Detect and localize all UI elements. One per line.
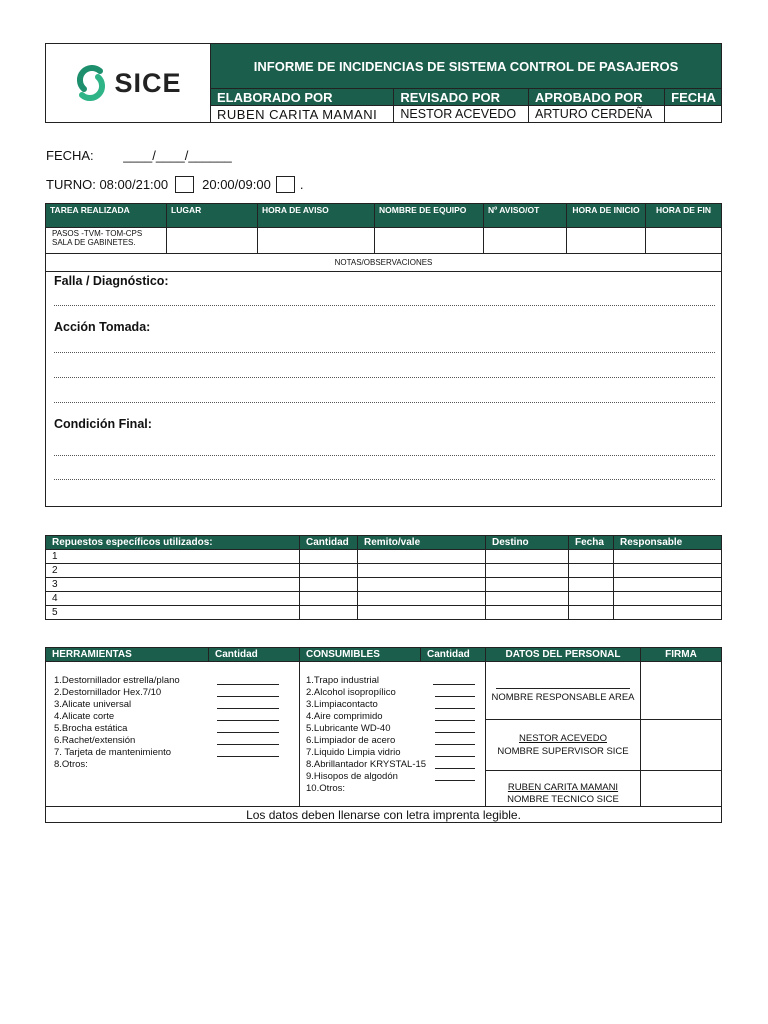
consumable-label: 6.Limpiador de acero <box>306 735 396 746</box>
condicion-line-1[interactable] <box>54 431 715 456</box>
cell[interactable] <box>358 578 486 592</box>
cell[interactable] <box>614 606 722 620</box>
firma-responsable[interactable] <box>641 662 722 720</box>
table-row <box>46 228 722 254</box>
accion-line-2[interactable] <box>54 353 715 378</box>
logo-text: SICE <box>114 67 182 98</box>
fecha-blank[interactable]: ____/____/______ <box>123 148 232 163</box>
label-elaborado: ELABORADO POR <box>211 89 394 106</box>
firma-tecnico[interactable] <box>641 771 722 807</box>
qty-blank[interactable] <box>217 723 279 733</box>
list-item <box>54 687 279 699</box>
list-item <box>54 711 279 723</box>
cell[interactable] <box>486 578 569 592</box>
cell[interactable] <box>358 550 486 564</box>
row-number[interactable]: 5 <box>46 606 300 620</box>
cell[interactable] <box>486 606 569 620</box>
notes-area[interactable] <box>46 272 722 507</box>
consumable-label: 3.Limpiacontacto <box>306 699 378 710</box>
qty-blank[interactable] <box>435 771 475 781</box>
th-cantidad-c: Cantidad <box>421 648 486 662</box>
label-aprobado: APROBADO POR <box>529 89 665 106</box>
responsable-role: NOMBRE RESPONSABLE AREA <box>491 692 635 703</box>
list-item <box>306 771 475 783</box>
list-item <box>306 723 475 735</box>
tool-label: 1.Destornillador estrella/plano <box>54 675 180 686</box>
table-row <box>46 550 722 564</box>
cell-nombre-equipo[interactable] <box>375 228 484 254</box>
herramientas-list <box>46 662 300 807</box>
qty-blank[interactable] <box>435 747 475 757</box>
accion-title: Acción Tomada: <box>54 320 151 334</box>
row-number[interactable]: 1 <box>46 550 300 564</box>
consumable-label: 9.Hisopos de algodón <box>306 771 398 782</box>
consumable-label: 2.Alcohol isopropílico <box>306 687 396 698</box>
qty-blank[interactable] <box>217 699 279 709</box>
table-row <box>46 606 722 620</box>
qty-blank[interactable] <box>435 711 475 721</box>
task-table <box>45 203 722 507</box>
cell[interactable] <box>300 592 358 606</box>
list-item <box>306 747 475 759</box>
th-fecha: Fecha <box>569 536 614 550</box>
list-item <box>54 759 279 771</box>
row-number[interactable]: 2 <box>46 564 300 578</box>
qty-blank[interactable] <box>217 687 279 697</box>
tecnico-name[interactable]: RUBEN CARITA MAMANI <box>507 782 619 793</box>
turno-2-checkbox[interactable] <box>276 176 295 193</box>
accion-line-1[interactable] <box>54 334 715 353</box>
th-firma: FIRMA <box>641 648 722 662</box>
turno-2-label: 20:00/09:00 <box>202 177 271 192</box>
consumable-label: 1.Trapo industrial <box>306 675 380 686</box>
cell[interactable] <box>569 592 614 606</box>
qty-blank[interactable] <box>433 675 475 685</box>
table-row <box>46 564 722 578</box>
row-number[interactable]: 4 <box>46 592 300 606</box>
falla-line[interactable] <box>54 288 715 306</box>
accion-line-3[interactable] <box>54 378 715 403</box>
tool-label: 2.Destornillador Hex.7/10 <box>54 687 162 698</box>
responsable-name-line[interactable] <box>496 678 630 689</box>
report-header <box>45 43 722 123</box>
value-elaborado[interactable]: RUBEN CARITA MAMANI <box>211 106 394 123</box>
th-aviso-ot: Nº AVISO/OT <box>484 204 567 228</box>
th-cantidad-h: Cantidad <box>209 648 300 662</box>
th-repuestos: Repuestos específicos utilizados: <box>46 536 300 550</box>
label-revisado: REVISADO POR <box>394 89 529 106</box>
cell-hora-aviso[interactable] <box>258 228 375 254</box>
value-revisado[interactable]: NESTOR ACEVEDO <box>394 106 529 123</box>
tool-label: 3.Alicate universal <box>54 699 132 710</box>
list-item <box>54 747 279 759</box>
consumable-label: 4.Aire comprimido <box>306 711 383 722</box>
turno-line <box>46 176 303 193</box>
qty-blank[interactable] <box>435 723 475 733</box>
th-consumibles: CONSUMIBLES <box>300 648 421 662</box>
list-item <box>54 735 279 747</box>
cell[interactable] <box>300 550 358 564</box>
cell-lugar[interactable] <box>167 228 258 254</box>
th-destino: Destino <box>486 536 569 550</box>
fecha-label: FECHA: <box>46 148 94 163</box>
qty-blank[interactable] <box>217 735 279 745</box>
th-tarea: TAREA REALIZADA <box>46 204 167 228</box>
label-fecha: FECHA <box>665 89 722 106</box>
cell[interactable] <box>569 578 614 592</box>
condicion-title: Condición Final: <box>54 417 152 431</box>
cell-hora-fin[interactable] <box>646 228 722 254</box>
row-number[interactable]: 3 <box>46 578 300 592</box>
cell[interactable] <box>614 578 722 592</box>
qty-blank[interactable] <box>435 687 475 697</box>
list-item <box>306 783 475 795</box>
report-title: INFORME DE INCIDENCIAS DE SISTEMA CONTROL DE PASAJEROS <box>211 44 722 89</box>
logo <box>46 44 211 123</box>
th-lugar: LUGAR <box>167 204 258 228</box>
cell[interactable] <box>486 550 569 564</box>
cell[interactable] <box>614 592 722 606</box>
qty-blank[interactable] <box>435 759 475 769</box>
cell-tarea[interactable]: PASOS -TVM- TOM-CPS SALA DE GABINETES. <box>46 228 167 254</box>
th-hora-inicio: HORA DE INICIO <box>567 204 646 228</box>
consumable-label: 10.Otros: <box>306 783 346 794</box>
cell-aviso-ot[interactable] <box>484 228 567 254</box>
cell[interactable] <box>300 578 358 592</box>
th-hora-aviso: HORA DE AVISO <box>258 204 375 228</box>
list-item <box>306 735 475 747</box>
qty-blank[interactable] <box>217 711 279 721</box>
th-remito: Remito/vale <box>358 536 486 550</box>
list-item <box>306 699 475 711</box>
cell[interactable] <box>614 564 722 578</box>
cell[interactable] <box>358 564 486 578</box>
cell[interactable] <box>300 564 358 578</box>
tool-label: 8.Otros: <box>54 759 88 770</box>
table-row <box>46 578 722 592</box>
consumable-label: 7.Liquido Limpia vidrio <box>306 747 401 758</box>
qty-blank[interactable] <box>217 675 279 685</box>
qty-blank[interactable] <box>435 699 475 709</box>
sice-logo-icon <box>74 63 108 103</box>
list-item <box>54 699 279 711</box>
list-item <box>306 687 475 699</box>
fecha-line <box>46 148 232 163</box>
th-responsable: Responsable <box>614 536 722 550</box>
cell[interactable] <box>569 606 614 620</box>
turno-end: . <box>299 177 304 192</box>
turno-1-checkbox[interactable] <box>175 176 194 193</box>
qty-blank[interactable] <box>435 735 475 745</box>
supervisor-role: NOMBRE SUPERVISOR SICE <box>497 746 629 757</box>
consumibles-list <box>300 662 486 807</box>
tool-label: 7. Tarjeta de mantenimiento <box>54 747 172 758</box>
tool-label: 5.Brocha estática <box>54 723 128 734</box>
th-nombre-equipo: NOMBRE DE EQUIPO <box>375 204 484 228</box>
consumable-label: 5.Lubricante WD-40 <box>306 723 391 734</box>
turno-label: TURNO: 08:00/21:00 <box>46 177 169 192</box>
cell[interactable] <box>569 564 614 578</box>
list-item <box>306 711 475 723</box>
th-datos-personal: DATOS DEL PERSONAL <box>486 648 641 662</box>
firma-supervisor[interactable] <box>641 720 722 771</box>
cell-hora-inicio[interactable] <box>567 228 646 254</box>
supervisor-name[interactable]: NESTOR ACEVEDO <box>519 733 607 744</box>
th-herramientas: HERRAMIENTAS <box>46 648 209 662</box>
spares-table <box>45 535 722 620</box>
personal-tecnico <box>486 771 641 807</box>
tool-label: 4.Alicate corte <box>54 711 115 722</box>
tool-label: 6.Rachet/extensión <box>54 735 136 746</box>
footer-note: Los datos deben llenarse con letra imprenta legible. <box>46 807 722 823</box>
cell[interactable] <box>358 606 486 620</box>
table-row <box>46 592 722 606</box>
value-fecha[interactable] <box>665 106 722 123</box>
personal-responsable <box>486 662 641 720</box>
condicion-line-2[interactable] <box>54 456 715 480</box>
consumable-label: 8.Abrillantador KRYSTAL-15 <box>306 759 427 770</box>
list-item <box>54 675 279 687</box>
list-item <box>306 759 475 771</box>
cell[interactable] <box>358 592 486 606</box>
cell[interactable] <box>569 550 614 564</box>
list-item <box>54 723 279 735</box>
notes-header: NOTAS/OBSERVACIONES <box>46 254 722 272</box>
cell[interactable] <box>300 606 358 620</box>
tools-table <box>45 647 722 823</box>
personal-supervisor <box>486 720 641 771</box>
value-aprobado[interactable]: ARTURO CERDEÑA <box>529 106 665 123</box>
cell[interactable] <box>486 592 569 606</box>
falla-title: Falla / Diagnóstico: <box>54 274 169 288</box>
list-item <box>306 675 475 687</box>
cell[interactable] <box>614 550 722 564</box>
cell[interactable] <box>486 564 569 578</box>
qty-blank[interactable] <box>217 747 279 757</box>
tecnico-role: NOMBRE TECNICO SICE <box>507 794 619 805</box>
th-hora-fin: HORA DE FIN <box>646 204 722 228</box>
th-cantidad: Cantidad <box>300 536 358 550</box>
